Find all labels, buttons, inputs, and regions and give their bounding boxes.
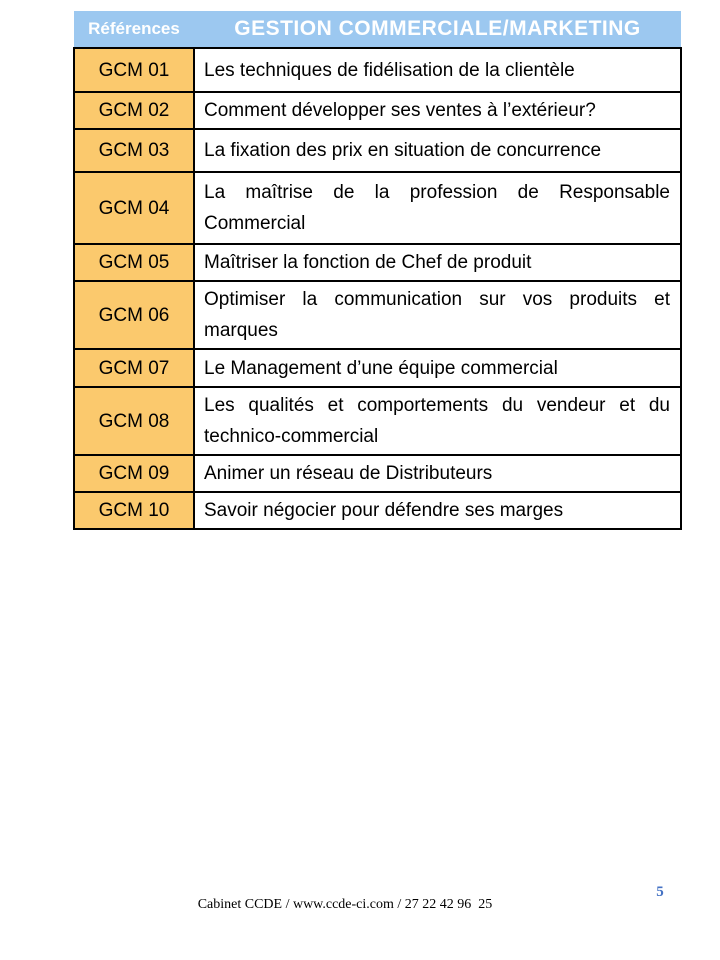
courses-table xyxy=(73,11,682,530)
course-reference-cell: GCM 05 xyxy=(74,244,194,281)
course-row xyxy=(74,244,681,281)
course-reference-cell: GCM 09 xyxy=(74,455,194,492)
course-reference-cell: GCM 01 xyxy=(74,48,194,92)
course-reference-cell: GCM 08 xyxy=(74,387,194,455)
course-title-cell: Le Management d’une équipe commercial xyxy=(194,349,681,387)
page-number: 5 xyxy=(656,884,664,900)
footer-text: Cabinet CCDE / www.ccde-ci.com / 27 22 42 96 25 xyxy=(197,897,493,912)
course-reference-cell: GCM 07 xyxy=(74,349,194,387)
course-title-cell: Optimiser la communication sur vos produits et marques xyxy=(194,281,681,349)
course-reference-cell: GCM 02 xyxy=(74,92,194,129)
table-header-row xyxy=(74,11,681,48)
course-title-cell: Les techniques de fidélisation de la clientèle xyxy=(194,48,681,92)
course-title-cell: Comment développer ses ventes à l’extérieur? xyxy=(194,92,681,129)
course-reference-cell: GCM 06 xyxy=(74,281,194,349)
category-title-header: GESTION COMMERCIALE/MARKETING xyxy=(194,11,681,48)
course-title-cell: Maîtriser la fonction de Chef de produit xyxy=(194,244,681,281)
course-row xyxy=(74,92,681,129)
course-row xyxy=(74,455,681,492)
course-title-cell: La maîtrise de la profession de Responsable Commercial xyxy=(194,172,681,244)
references-column-header: Références xyxy=(74,11,194,48)
course-row xyxy=(74,349,681,387)
course-title-cell: Savoir négocier pour défendre ses marges xyxy=(194,492,681,529)
course-row xyxy=(74,48,681,92)
course-table-body xyxy=(74,48,681,529)
course-title-cell: La fixation des prix en situation de concurrence xyxy=(194,129,681,172)
course-row xyxy=(74,281,681,349)
courses-table-container xyxy=(73,11,680,530)
course-row xyxy=(74,172,681,244)
course-row xyxy=(74,129,681,172)
course-row xyxy=(74,492,681,529)
course-title-cell: Animer un réseau de Distributeurs xyxy=(194,455,681,492)
course-title-cell: Les qualités et comportements du vendeur et du technico-commercial xyxy=(194,387,681,455)
course-reference-cell: GCM 10 xyxy=(74,492,194,529)
course-reference-cell: GCM 04 xyxy=(74,172,194,244)
course-row xyxy=(74,387,681,455)
course-reference-cell: GCM 03 xyxy=(74,129,194,172)
